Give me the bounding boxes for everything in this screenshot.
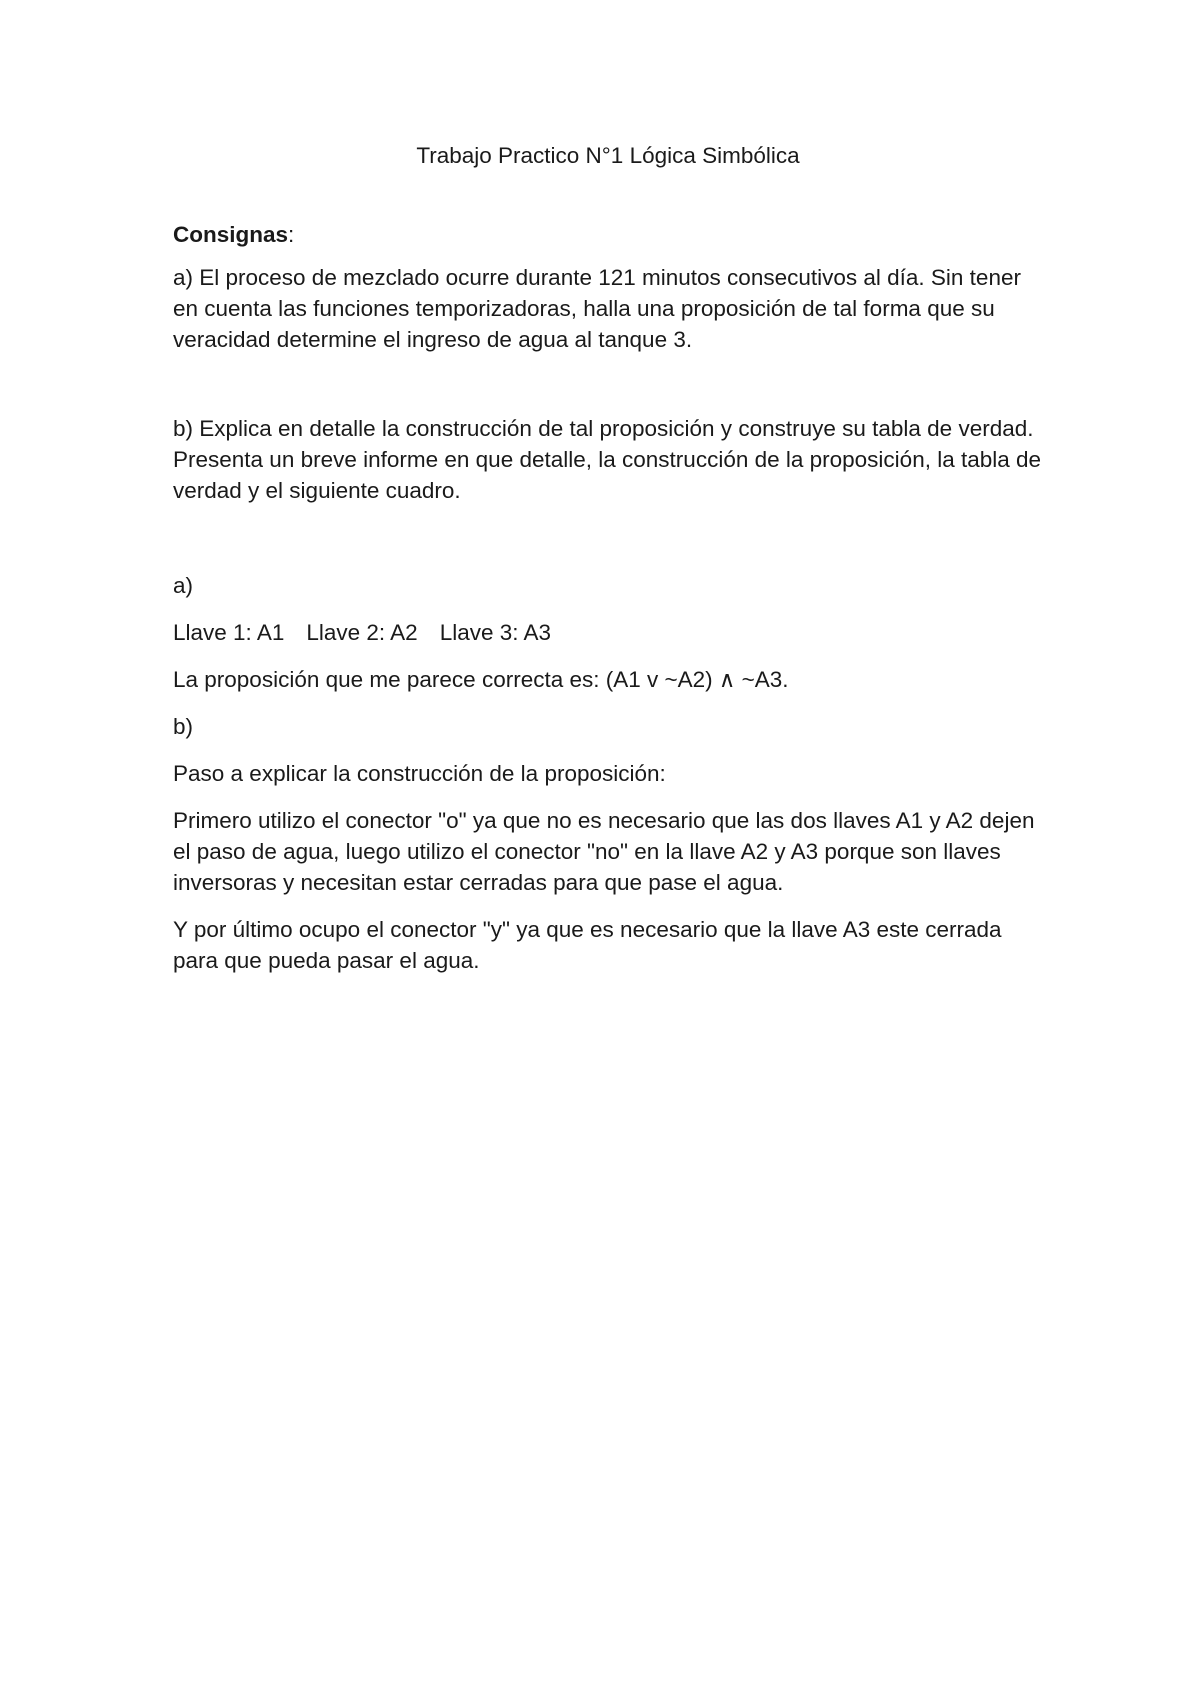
key-1-label: Llave 1: A1 — [173, 620, 285, 645]
answer-b-label: b) — [173, 714, 194, 739]
explain-paragraph-1: Primero utilizo el conector "o" ya que no es necesario que las dos llaves A1 y A2 dejen el paso de agua, luego utilizo el conector "no" en la llave A2 y A3 porque son llaves inversoras y necesitan estar cerradas para que pase el agua. — [173, 808, 1035, 895]
answer-a-label: a) — [173, 573, 194, 598]
key-2-label: Llave 2: A2 — [306, 620, 418, 645]
consignas-heading — [173, 219, 1043, 250]
explain-intro: Paso a explicar la construcción de la proposición: — [173, 761, 666, 786]
consigna-a-paragraph: a) El proceso de mezclado ocurre durante 121 minutos consecutivos al día. Sin tener en cuenta las funciones temporizadoras, halla una proposición de tal forma que su veracidad determine el ingreso de agua al tanque 3. — [173, 265, 1021, 352]
keys-line — [173, 617, 1043, 648]
consigna-b-paragraph: b) Explica en detalle la construcción de tal proposición y construye su tabla de verdad. Presenta un breve informe en que detalle, la construcción de la proposición, la tabla de verdad y el siguiente cuadro. — [173, 416, 1042, 503]
explain-paragraph-2: Y por último ocupo el conector "y" ya que es necesario que la llave A3 este cerrada para que pueda pasar el agua. — [173, 917, 1002, 973]
key-3-label: Llave 3: A3 — [439, 620, 552, 645]
consignas-heading-label: Consignas — [173, 222, 289, 247]
consignas-heading-colon: : — [288, 222, 295, 247]
document-title: Trabajo Practico N°1 Lógica Simbólica — [416, 143, 800, 168]
document-body — [173, 140, 1043, 992]
proposition-line: La proposición que me parece correcta es: (A1 v ~A2) ∧ ~A3. — [173, 667, 789, 692]
